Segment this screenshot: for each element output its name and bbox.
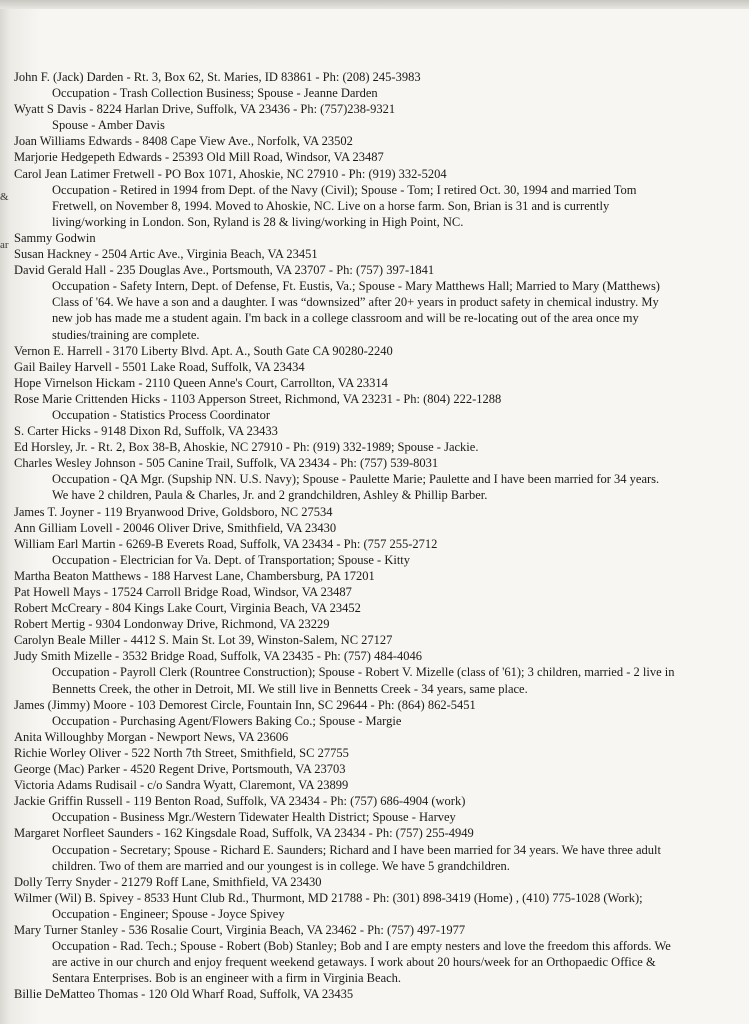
entry-name-address: Gail Bailey Harvell - 5501 Lake Road, Suffolk, VA 23434 xyxy=(14,359,305,374)
entry-detail-line: Occupation - Statistics Process Coordinator xyxy=(52,407,271,422)
entry-name-address: Anita Willoughby Morgan - Newport News, VA 23606 xyxy=(14,729,289,744)
directory-entry xyxy=(14,455,744,503)
entry-detail-line: Class of '64. We have a son and a daughter. I was “downsized” after 20+ years in product safety in chemical industry. My xyxy=(52,295,659,310)
entry-name-address: Ed Horsley, Jr. - Rt. 2, Box 38-B, Ahoskie, NC 27910 - Ph: (919) 332-1989; Spouse - Jackie. xyxy=(14,440,479,455)
directory-entry xyxy=(14,536,744,568)
directory-entry xyxy=(14,375,744,391)
directory-entry xyxy=(14,777,744,793)
directory-entry xyxy=(14,149,744,165)
directory-entry xyxy=(14,745,744,761)
directory-entry xyxy=(14,69,744,101)
entry-detail-line: new job has made me a student again. I'm back in a college classroom and will be re-locating out of the area once my xyxy=(52,311,639,326)
entry-detail-line: living/working in London. Son, Ryland is 28 & living/working in High Point, NC. xyxy=(52,214,464,229)
directory-entry xyxy=(14,101,744,133)
entry-detail-line: Occupation - Rad. Tech.; Spouse - Robert (Bob) Stanley; Bob and I are empty nesters and love the freedom this affords. We xyxy=(52,939,671,954)
entry-detail-line: Occupation - QA Mgr. (Supship NN. U.S. Navy); Spouse - Paulette Marie; Paulette and I have been married for 34 years. xyxy=(52,472,660,487)
entry-name-address: William Earl Martin - 6269-B Everets Road, Suffolk, VA 23434 - Ph: (757 255-2712 xyxy=(14,536,438,551)
margin-mark: ar xyxy=(0,239,9,251)
entry-detail-line: Sentara Enterprises. Bob is an engineer with a firm in Virginia Beach. xyxy=(52,971,402,986)
directory-entry xyxy=(14,246,744,262)
directory-entry xyxy=(14,761,744,777)
directory-entry xyxy=(14,520,744,536)
entry-name-address: S. Carter Hicks - 9148 Dixon Rd, Suffolk, VA 23433 xyxy=(14,424,278,439)
entry-detail-line: Occupation - Payroll Clerk (Rountree Construction); Spouse - Robert V. Mizelle (class of '61); 3 children, married - 2 live in xyxy=(52,665,675,680)
entry-name-address: George (Mac) Parker - 4520 Regent Drive, Portsmouth, VA 23703 xyxy=(14,762,346,777)
directory-entry xyxy=(14,568,744,584)
entry-detail-line: Spouse - Amber Davis xyxy=(52,118,165,133)
entry-detail-line: Occupation - Electrician for Va. Dept. of Transportation; Spouse - Kitty xyxy=(52,552,411,567)
entry-detail-line: Occupation - Trash Collection Business; Spouse - Jeanne Darden xyxy=(52,86,378,101)
class-directory-list xyxy=(14,69,744,1002)
entry-name-address: Hope Virnelson Hickam - 2110 Queen Anne's Court, Carrollton, VA 23314 xyxy=(14,375,388,390)
margin-mark: & xyxy=(0,191,9,203)
entry-name-address: Jackie Griffin Russell - 119 Benton Road, Suffolk, VA 23434 - Ph: (757) 686-4904 (work) xyxy=(14,794,466,809)
entry-detail-line: Occupation - Safety Intern, Dept. of Defense, Ft. Eustis, Va.; Spouse - Mary Matthews Hall; Married to Mary (Matthews) xyxy=(52,279,660,294)
entry-detail-line: Fretwell, on November 8, 1994. Moved to Ahoskie, NC. Live on a horse farm. Son, Brian is 31 and is currently xyxy=(52,198,610,213)
entry-name-address: Dolly Terry Snyder - 21279 Roff Lane, Smithfield, VA 23430 xyxy=(14,874,322,889)
page-top-edge xyxy=(0,0,749,9)
entry-detail-line: Bennetts Creek, the other in Detroit, MI. We still live in Bennetts Creek - 34 years, same place. xyxy=(52,681,528,696)
directory-entry xyxy=(14,616,744,632)
directory-entry xyxy=(14,423,744,439)
directory-entry xyxy=(14,648,744,696)
entry-detail-line: Occupation - Purchasing Agent/Flowers Baking Co.; Spouse - Margie xyxy=(52,713,402,728)
entry-detail-line: studies/training are complete. xyxy=(52,327,200,342)
directory-entry xyxy=(14,922,744,986)
directory-entry xyxy=(14,986,744,1002)
entry-name-address: Billie DeMatteo Thomas - 120 Old Wharf Road, Suffolk, VA 23435 xyxy=(14,987,354,1002)
entry-name-address: James T. Joyner - 119 Bryanwood Drive, Goldsboro, NC 27534 xyxy=(14,504,333,519)
entry-name-address: Rose Marie Crittenden Hicks - 1103 Apperson Street, Richmond, VA 23231 - Ph: (804) 222-1288 xyxy=(14,391,502,406)
entry-name-address: David Gerald Hall - 235 Douglas Ave., Portsmouth, VA 23707 - Ph: (757) 397-1841 xyxy=(14,263,435,278)
directory-entry xyxy=(14,729,744,745)
directory-entry xyxy=(14,439,744,455)
entry-name-address: Susan Hackney - 2504 Artic Ave., Virginia Beach, VA 23451 xyxy=(14,247,318,262)
entry-name-address: Vernon E. Harrell - 3170 Liberty Blvd. Apt. A., South Gate CA 90280-2240 xyxy=(14,343,393,358)
entry-detail-line: Occupation - Retired in 1994 from Dept. of the Navy (Civil); Spouse - Tom; I retired Oct. 30, 1994 and married Tom xyxy=(52,182,637,197)
entry-name-address: Robert Mertig - 9304 Londonway Drive, Richmond, VA 23229 xyxy=(14,617,330,632)
entry-name-address: John F. (Jack) Darden - Rt. 3, Box 62, St. Maries, ID 83861 - Ph: (208) 245-3983 xyxy=(14,70,421,84)
entry-detail-line: Occupation - Business Mgr./Western Tidewater Health District; Spouse - Harvey xyxy=(52,810,456,825)
entry-name-address: Carol Jean Latimer Fretwell - PO Box 1071, Ahoskie, NC 27910 - Ph: (919) 332-5204 xyxy=(14,166,447,181)
directory-entry xyxy=(14,874,744,890)
directory-entry xyxy=(14,343,744,359)
entry-name-address: Judy Smith Mizelle - 3532 Bridge Road, Suffolk, VA 23435 - Ph: (757) 484-4046 xyxy=(14,649,422,664)
entry-name-address: James (Jimmy) Moore - 103 Demorest Circle, Fountain Inn, SC 29644 - Ph: (864) 862-5451 xyxy=(14,697,476,712)
directory-entry xyxy=(14,359,744,375)
directory-entry xyxy=(14,793,744,825)
entry-name-address: Mary Turner Stanley - 536 Rosalie Court, Virginia Beach, VA 23462 - Ph: (757) 497-1977 xyxy=(14,922,466,937)
entry-detail-line: We have 2 children, Paula & Charles, Jr. and 2 grandchildren, Ashley & Phillip Barber. xyxy=(52,488,488,503)
entry-name-address: Wilmer (Wil) B. Spivey - 8533 Hunt Club Rd., Thurmont, MD 21788 - Ph: (301) 898-3419 (Home) , (410) 775-1028 (Work); xyxy=(14,890,643,905)
directory-entry xyxy=(14,825,744,873)
entry-name-address: Joan Williams Edwards - 8408 Cape View Ave., Norfolk, VA 23502 xyxy=(14,134,353,149)
entry-name-address: Charles Wesley Johnson - 505 Canine Trail, Suffolk, VA 23434 - Ph: (757) 539-8031 xyxy=(14,456,439,471)
directory-entry xyxy=(14,391,744,423)
directory-entry xyxy=(14,600,744,616)
entry-name-address: Victoria Adams Rudisail - c/o Sandra Wyatt, Claremont, VA 23899 xyxy=(14,778,349,793)
entry-name-address: Margaret Norfleet Saunders - 162 Kingsdale Road, Suffolk, VA 23434 - Ph: (757) 255-4949 xyxy=(14,826,474,841)
directory-entry xyxy=(14,133,744,149)
entry-name-address: Pat Howell Mays - 17524 Carroll Bridge Road, Windsor, VA 23487 xyxy=(14,585,352,599)
entry-name-address: Martha Beaton Matthews - 188 Harvest Lane, Chambersburg, PA 17201 xyxy=(14,568,375,583)
directory-entry xyxy=(14,504,744,520)
directory-entry xyxy=(14,584,744,600)
entry-detail-line: children. Two of them are married and our youngest is in college. We have 5 grandchildren. xyxy=(52,858,510,873)
entry-name-address: Wyatt S Davis - 8224 Harlan Drive, Suffolk, VA 23436 - Ph: (757)238-9321 xyxy=(14,102,396,117)
directory-entry xyxy=(14,697,744,729)
entry-name-address: Ann Gilliam Lovell - 20046 Oliver Drive, Smithfield, VA 23430 xyxy=(14,520,337,535)
directory-entry xyxy=(14,262,744,342)
entry-detail-line: are active in our church and enjoy frequent weekend getaways. I work about 20 hours/week for an Orthopaedic Office & xyxy=(52,955,656,970)
directory-entry xyxy=(14,166,744,230)
entry-name-address: Sammy Godwin xyxy=(14,230,96,245)
entry-name-address: Robert McCreary - 804 Kings Lake Court, Virginia Beach, VA 23452 xyxy=(14,601,361,616)
entry-name-address: Carolyn Beale Miller - 4412 S. Main St. Lot 39, Winston-Salem, NC 27127 xyxy=(14,633,393,648)
entry-name-address: Richie Worley Oliver - 522 North 7th Street, Smithfield, SC 27755 xyxy=(14,745,349,760)
directory-entry xyxy=(14,890,744,922)
entry-name-address: Marjorie Hedgepeth Edwards - 25393 Old Mill Road, Windsor, VA 23487 xyxy=(14,150,384,165)
entry-detail-line: Occupation - Engineer; Spouse - Joyce Spivey xyxy=(52,906,285,921)
directory-entry xyxy=(14,230,744,246)
entry-detail-line: Occupation - Secretary; Spouse - Richard E. Saunders; Richard and I have been married for 34 years. We have three adult xyxy=(52,842,661,857)
directory-entry xyxy=(14,632,744,648)
